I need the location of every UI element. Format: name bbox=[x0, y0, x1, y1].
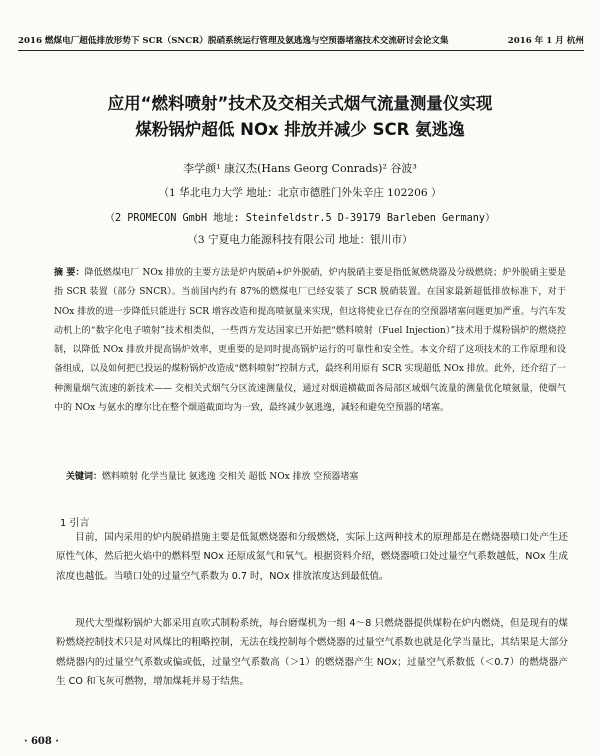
affiliation-1: （1 华北电力大学 地址：北京市德胜门外朱辛庄 102206 ） bbox=[158, 187, 442, 199]
page-number: · 608 · bbox=[24, 736, 59, 747]
affiliation-2: （2 PROMECON GmbH 地址: Steinfeldstr.5 D-39179 Barleben Germany） bbox=[104, 213, 496, 224]
abstract bbox=[54, 264, 566, 418]
keywords bbox=[66, 470, 566, 485]
paper-title bbox=[30, 91, 570, 143]
title-line-2: 煤粉锅炉超低 NOx 排放并减少 SCR 氨逃逸 bbox=[135, 120, 465, 139]
keywords-label: 关键词： bbox=[66, 472, 103, 482]
header-date-location: 2016 年 1 月 杭州 bbox=[507, 36, 584, 46]
running-header bbox=[18, 36, 584, 51]
body-paragraph-2: 现代大型煤粉锅炉大都采用直吹式制粉系统，每台磨煤机为一组 4～8 只燃烧器提供煤粉在炉内燃烧，但是现有的煤粉燃烧控制技术只是对风煤比的粗略控制，无法在线控制每个燃烧器的过量空气系数也就是化学当量比，其结果是大部分燃烧器内的过量空气系数或偏或低，过量空气系数高（＞1）的燃烧器产生 NOx；过量空气系数低（＜0.7）的燃烧器产生 CO 和飞灰可燃物，增加煤耗并易于结焦。 bbox=[56, 618, 568, 688]
authors: 李学颜¹ 康汉杰(Hans Georg Conrads)² 谷波³ bbox=[183, 162, 417, 175]
section-heading-introduction: 1 引言 bbox=[60, 518, 90, 529]
header-proceedings-title: 2016 燃煤电厂超低排放形势下 SCR（SNCR）脱硝系统运行管理及氨逃逸与空预器堵塞技术交流研讨会论文集 bbox=[18, 36, 449, 46]
keywords-text: 燃料喷射 化学当量比 氨逃逸 交相关 超低 NOx 排放 空预器堵塞 bbox=[102, 472, 359, 482]
abstract-text: 降低燃煤电厂 NOx 排放的主要方法是炉内脱硝+炉外脱硝，炉内脱硝主要是指低氮燃烧器及分级燃烧；炉外脱硝主要是指 SCR 装置（部分 SNCR）。当前国内约有 87%的燃煤电厂已经安装了 SCR 脱硝装置。在国家最新超低排放标准下，对于 NOx 排放的进一步降低只能进行 SCR 增容改造和提高喷氨量来实现，但这将使业已存在的空预器堵塞问题更加严重。与汽车发动机上的“数字化电子喷射”技术相类似，一些西方发达国家已开始把“燃料喷射（Fuel Injection）”技术用于煤粉锅炉的燃烧控制，以降低 NOx 排放并提高锅炉效率，更重要的是同时提高锅炉运行的可靠性和安全性。本文介绍了这项技术的工作原理和设备组成，以及如何把已投运的煤粉锅炉改造成“燃料喷射”控制方式，最终利用原有 SCR 实现超低 NOx 排放。此外，还介绍了一种测量烟气流速的新技术—— 交相关式烟气分区流速测量仪，通过对烟道横截面各局部区域烟气流量的测量优化喷氨量，使烟气中的 NOx 与氨水的摩尔比在整个烟道截面均为一致，最终减少氨逃逸，减轻和避免空预器的堵塞。 bbox=[54, 268, 566, 414]
abstract-label: 摘 要： bbox=[54, 268, 85, 278]
title-line-1: 应用“燃料喷射”技术及交相关式烟气流量测量仪实现 bbox=[107, 94, 493, 113]
affiliation-3: （3 宁夏电力能源科技有限公司 地址：银川市） bbox=[187, 234, 413, 246]
body-paragraph-1: 目前，国内采用的炉内脱硝措施主要是低氮燃烧器和分级燃烧，实际上这两种技术的原理都是在燃烧器喷口处产生还原性气体，然后把火焰中的燃料型 NOx 还原成氮气和氧气。根据资料介绍，燃烧器喷口处过量空气系数越低，NOx 生成浓度也越低。当喷口处的过量空气系数为 0.7 时，NOx 排放浓度达到最低值。 bbox=[56, 532, 568, 582]
